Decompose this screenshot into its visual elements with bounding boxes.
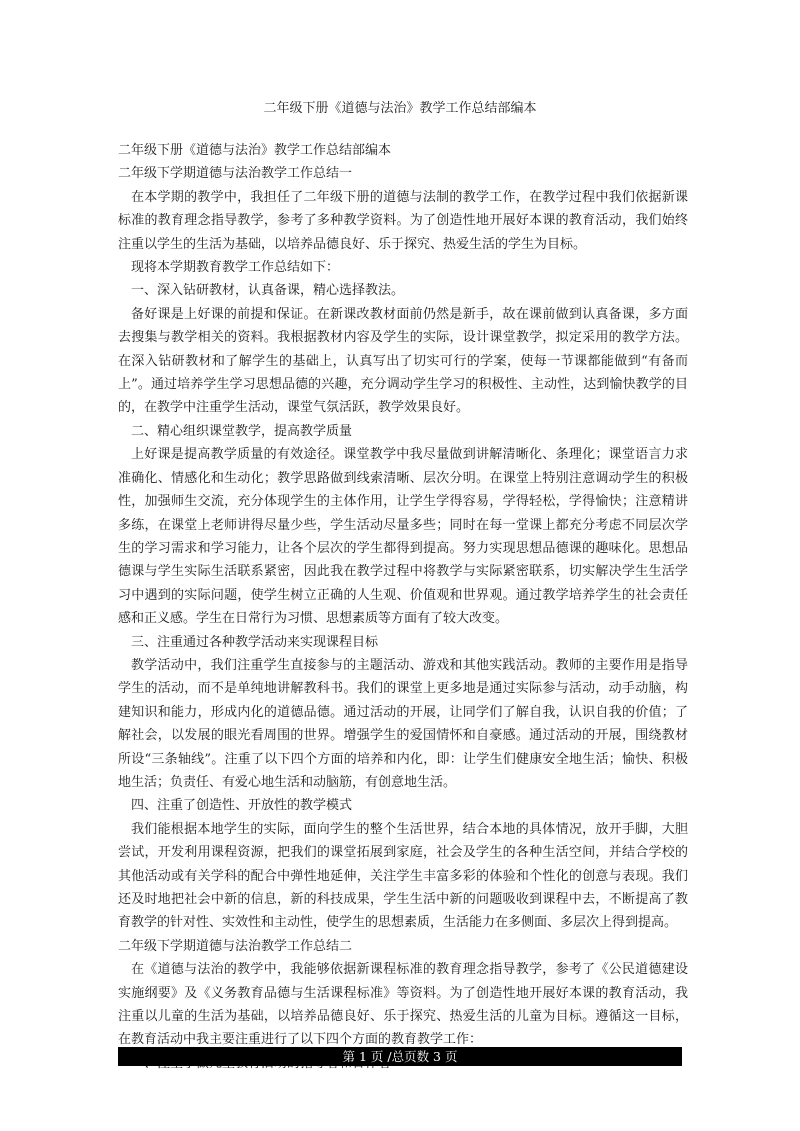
paragraph: 在《道德与法治的教学中，我能够依据新课程标准的教育理念指导教学，参考了《公民道德建设实施纲要》及《义务教育品德与生活课程标准》等资料。为了创造性地开展好本课的教育活动，我注重以儿童的生活为基础，以培养品德良好、乐于探究、热爱生活的儿童为目标。遵循这一目标，在教育活动中我主要注重进行了以下四个方面的教育教学工作： — [118, 962, 688, 1048]
subheading: 二、精心组织课堂教学，提高教学质量 — [131, 423, 353, 439]
subheading: 四、注重了创造性、开放性的教学模式 — [131, 798, 353, 814]
section-heading: 二年级下学期道德与法治教学工作总结一 — [118, 166, 353, 182]
subheading: 三、注重通过各种教学活动来实现课程目标 — [131, 634, 379, 650]
paragraph: 二年级下册《道德与法治》教学工作总结部编本 — [118, 143, 392, 158]
page-footer: 第 1 页 /总页数 3 页 — [118, 1047, 682, 1066]
document-body — [118, 139, 688, 1075]
paragraph: 备好课是上好课的前提和保证。在新课改教材面前仍然是新手，故在课前做到认真备课，多方面去搜集与教学相关的资料。我根据教材内容及学生的实际，设计课堂教学，拟定采用的教学方法。在深入钻研教材和了解学生的基础上，认真写出了切实可行的学案，使每一节课都能做到“有备而上”。通过培养学生学习思想品德的兴趣，充分调动学生学习的积极性、主动性，达到愉快教学的目的，在教学中注重学生活动，课堂气氛活跃，教学效果良好。 — [118, 306, 688, 416]
paragraph: 在本学期的教学中，我担任了二年级下册的道德与法制的教学工作，在教学过程中我们依据新课标准的教育理念指导教学，参考了多种教学资料。为了创造性地开展好本课的教育活动，我们始终注重以学生的生活为基础，以培养品德良好、乐于探究、热爱生活的学生为目标。 — [118, 189, 688, 252]
subheading: 一、深入钻研教材，认真备课，精心选择教法。 — [131, 283, 405, 299]
section-heading: 二年级下学期道德与法治教学工作总结二 — [118, 938, 353, 954]
paragraph: 教学活动中，我们注重学生直接参与的主题活动、游戏和其他实践活动。教师的主要作用是指导学生的活动，而不是单纯地讲解教科书。我们的课堂上更多地是通过实际参与活动，动手动脑，构建知识和能力，形成内化的道德品德。通过活动的开展，让同学们了解自我，认识自我的价值；了解社会，以发展的眼光看周围的世界。增强学生的爱国情怀和自豪感。通过活动的开展，围绕教材所设“三条轴线”。注重了以下四个方面的培养和内化，即：让学生们健康安全地生活；愉快、积极地生活；负责任、有爱心地生活和动脑筋，有创意地生活。 — [118, 657, 688, 790]
paragraph: 我们能根据本地学生的实际，面向学生的整个生活世界，结合本地的具体情况，放开手脚，大胆尝试，开发利用课程资源，把我们的课堂拓展到家庭，社会及学生的各种生活空间，并结合学校的其他活动或有关学科的配合中弹性地延伸，关注学生丰富多彩的体验和个性化的创意与表现。我们还及时地把社会中新的信息，新的科技成果，学生生活中新的问题吸收到课程中去，不断提高了教育教学的针对性、实效性和主动性，使学生的思想素质，生活能力在多侧面、多层次上得到提高。 — [118, 821, 688, 931]
paragraph: 现将本学期教育教学工作总结如下： — [131, 260, 340, 276]
paragraph: 上好课是提高教学质量的有效途径。课堂教学中我尽量做到讲解清晰化、条理化；课堂语言力求准确化、情感化和生动化；教学思路做到线索清晰、层次分明。在课堂上特别注意调动学生的积极性，加强师生交流，充分体现学生的主体作用，让学生学得容易，学得轻松，学得愉快；注意精讲多练，在课堂上老师讲得尽量少些，学生活动尽量多些；同时在每一堂课上都充分考虑不同层次学生的学习需求和学习能力，让各个层次的学生都得到提高。努力实现思想品德课的趣味化。思想品德课与学生实际生活联系紧密，因此我在教学过程中将教学与实际紧密联系，切实解决学生生活学习中遇到的实际问题，使学生树立正确的人生观、价值观和世界观。通过教学培养学生的社会责任感和正义感。学生在日常行为习惯、思想素质等方面有了较大改变。 — [118, 447, 688, 627]
document-title: 二年级下册《道德与法治》教学工作总结部编本 — [263, 101, 537, 116]
